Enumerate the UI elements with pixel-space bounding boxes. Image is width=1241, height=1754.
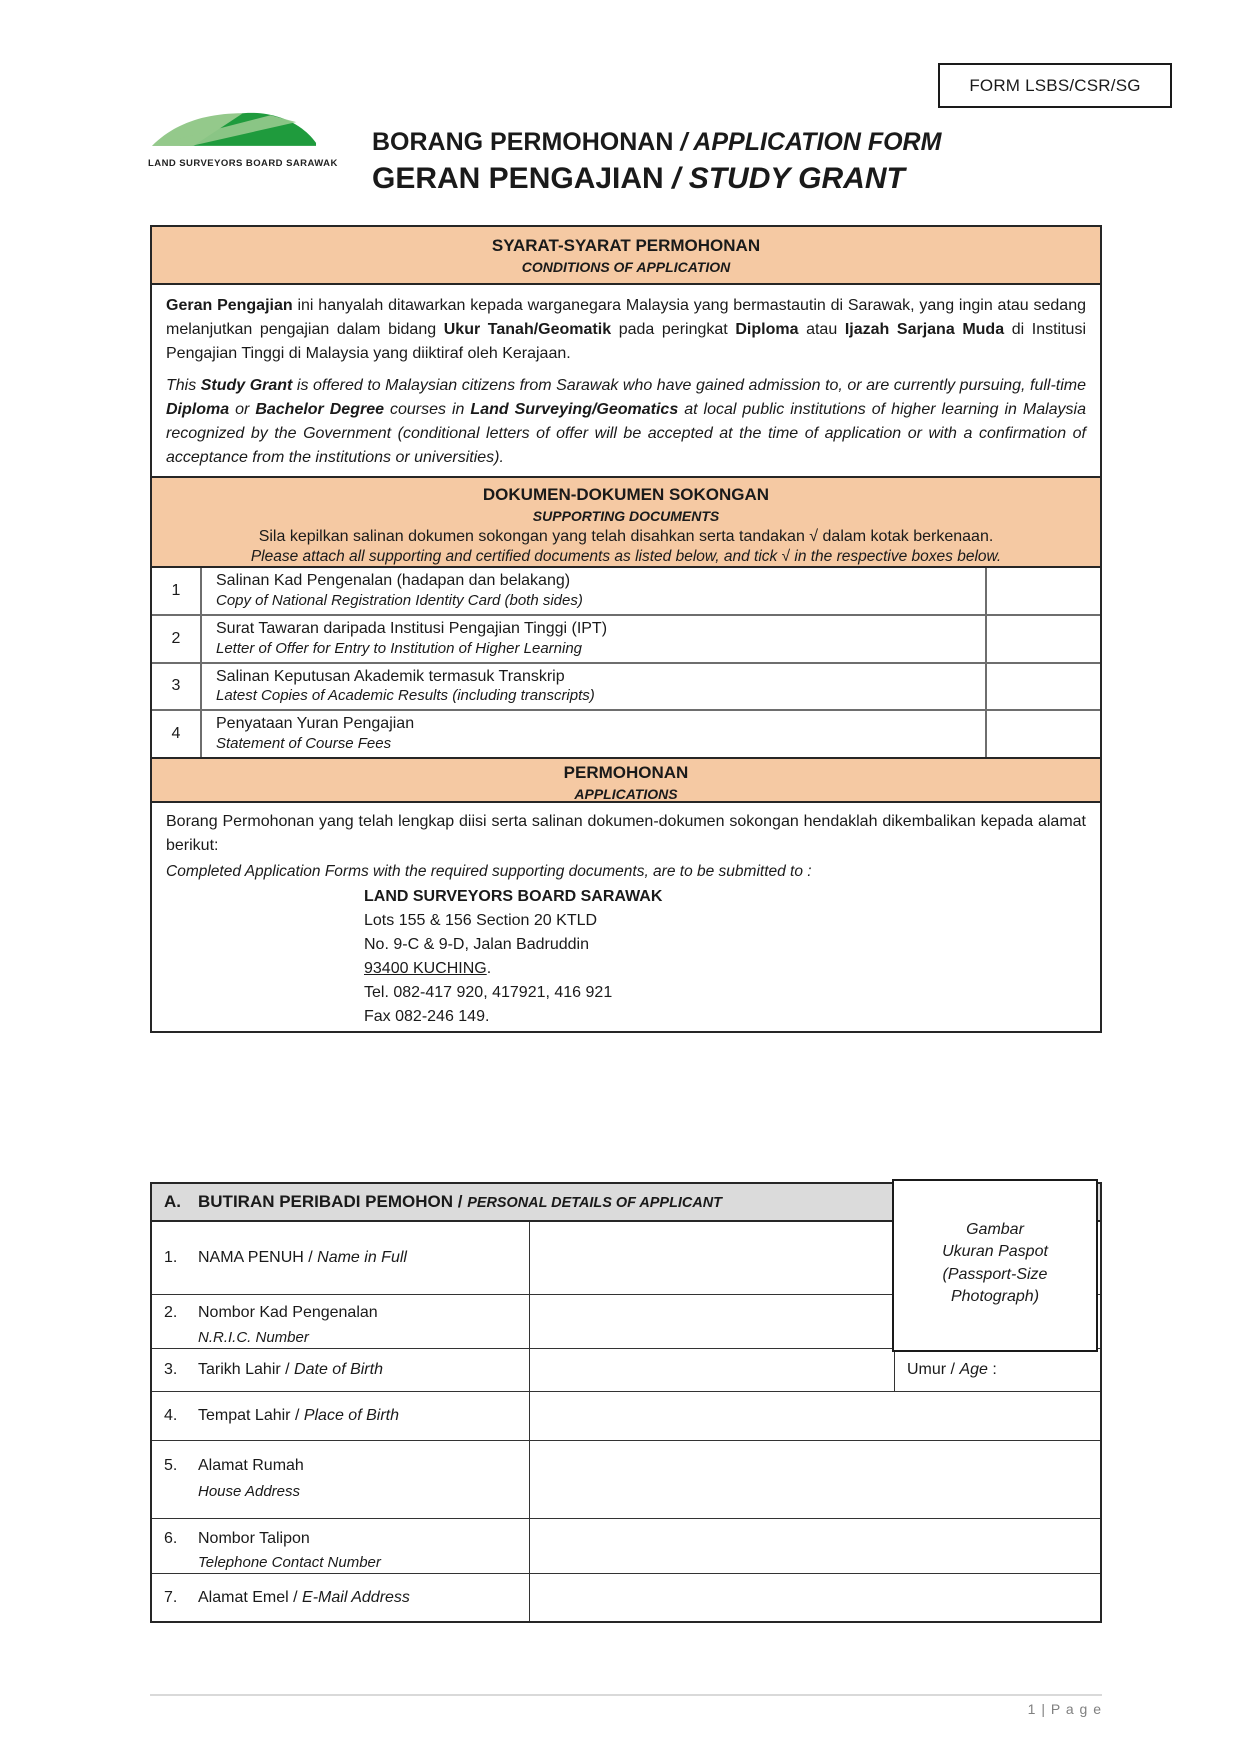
field-number: 2. (164, 1304, 178, 1321)
field-label-text: NAMA PENUH / Name in Full (198, 1249, 407, 1267)
documents-checklist (150, 566, 1102, 759)
document-title-en: Copy of National Registration Identity Card (both sides) (216, 591, 583, 609)
field-label-line2: House Address (198, 1482, 300, 1500)
form-title-line2: GERAN PENGAJIAN / STUDY GRANT (372, 161, 905, 195)
age-label: Umur / Age : (907, 1361, 997, 1378)
field-label-line1: Alamat Rumah (198, 1457, 304, 1474)
field-label-text (198, 1301, 378, 1351)
address-line-1: Lots 155 & 156 Section 20 KTLD (364, 911, 598, 929)
telephone-number-input-cell[interactable] (530, 1519, 1100, 1573)
document-title-en: Latest Copies of Academic Results (including transcripts) (216, 687, 595, 705)
field-number: 4. (164, 1407, 178, 1425)
document-row (152, 709, 1100, 757)
address-line-2: No. 9-C & 9-D, Jalan Badruddin (364, 935, 589, 953)
document-row-description (202, 711, 985, 757)
passport-photo-box[interactable] (892, 1179, 1098, 1352)
document-title-en: Statement of Course Fees (216, 734, 392, 752)
document-3-tick-box[interactable] (985, 664, 1100, 710)
nric-number-input-cell[interactable] (530, 1295, 895, 1348)
photo-box-line: Ukuran Paspot (942, 1243, 1048, 1261)
document-title-en: Letter of Offer for Entry to Institution of Higher Learning (216, 639, 583, 657)
document-1-tick-box[interactable] (985, 568, 1100, 614)
field-number: 7. (164, 1588, 178, 1606)
applications-title-my: PERMOHONAN (563, 762, 689, 782)
submission-address (364, 885, 1086, 1029)
form-body (150, 225, 1102, 1033)
address-fax: Fax 082-246 149. (364, 1007, 490, 1025)
document-4-tick-box[interactable] (985, 711, 1100, 757)
conditions-title-my: SYARAT-SYARAT PERMOHONAN (491, 236, 761, 255)
address-city: 93400 KUCHING. (364, 959, 492, 977)
document-title-my: Salinan Kad Pengenalan (hadapan dan belakang) (216, 572, 571, 589)
field-label (152, 1295, 530, 1348)
photo-box-line: Photograph) (950, 1288, 1040, 1306)
field-label (152, 1574, 530, 1621)
section-a-title: BUTIRAN PERIBADI PEMOHON / PERSONAL DETAILS OF APPLICANT (198, 1192, 722, 1211)
lsbs-logo (148, 110, 338, 169)
documents-title-my: DOKUMEN-DOKUMEN SOKONGAN (482, 485, 770, 504)
photo-box-line: Gambar (966, 1221, 1024, 1238)
field-row-date-of-birth (152, 1348, 1100, 1391)
document-row-number: 2 (152, 616, 202, 662)
age-input-cell[interactable] (895, 1349, 1100, 1391)
field-label-text: Alamat Emel / E-Mail Address (198, 1588, 410, 1606)
document-title-my: Surat Tawaran daripada Institusi Pengajian Tinggi (IPT) (216, 620, 608, 637)
page-footer (150, 1694, 1102, 1717)
document-row-number: 3 (152, 664, 202, 710)
field-label (152, 1392, 530, 1440)
document-row (152, 568, 1100, 614)
documents-instruction-my: Sila kepilkan salinan dokumen sokongan yang telah disahkan serta tandakan √ dalam kotak berkenaan. (258, 527, 994, 545)
field-number: 6. (164, 1530, 178, 1547)
section-a-index: A. (164, 1192, 181, 1211)
conditions-body (150, 283, 1102, 478)
document-2-tick-box[interactable] (985, 616, 1100, 662)
document-row-description (202, 664, 985, 710)
address-telephone: Tel. 082-417 920, 417921, 416 921 (364, 983, 613, 1001)
document-row-description (202, 568, 985, 614)
document-row (152, 614, 1100, 662)
applications-body (150, 801, 1102, 1033)
field-label (152, 1441, 530, 1518)
documents-instruction-en: Please attach all supporting and certified documents as listed below, and tick √ in the respective boxes below. (250, 548, 1002, 566)
applications-paragraph-english: Completed Application Forms with the required supporting documents, are to be submitted to : (166, 862, 812, 880)
place-of-birth-input-cell[interactable] (530, 1392, 1100, 1440)
section-a-personal-details (150, 1182, 1102, 1623)
field-label-text (198, 1527, 381, 1575)
field-number: 5. (164, 1457, 178, 1474)
document-title-my: Salinan Keputusan Akademik termasuk Transkrip (216, 667, 565, 685)
address-org-name: LAND SURVEYORS BOARD SARAWAK (364, 887, 663, 905)
field-row-house-address (152, 1440, 1100, 1518)
document-row-number: 1 (152, 568, 202, 614)
documents-section-header (150, 476, 1102, 568)
field-label (152, 1349, 530, 1391)
conditions-title-en: CONDITIONS OF APPLICATION (521, 258, 731, 275)
conditions-section-header (150, 225, 1102, 285)
form-code-box (938, 63, 1172, 108)
footer-divider (150, 1694, 1102, 1696)
field-label-text: Tempat Lahir / Place of Birth (198, 1407, 399, 1425)
form-title (372, 126, 941, 197)
photo-box-line: (Passport-Size (942, 1265, 1048, 1283)
field-label-line2: Telephone Contact Number (198, 1554, 381, 1571)
field-row-place-of-birth (152, 1391, 1100, 1440)
conditions-paragraph-english: This Study Grant is offered to Malaysian citizens from Sarawak who have gained admission to, or are currently pursuing, full-time Diploma or Bachelor Degree courses in Land Surveying/Geomatics at local public institutions of higher learning in Malaysia recognized by the Government (conditional letters of offer will be accepted at the time of application or with a confirmation of acceptance from the institutions or universities). (166, 377, 1087, 466)
field-label-text (198, 1453, 304, 1504)
form-code-label: FORM LSBS/CSR/SG (969, 75, 1141, 95)
field-number: 3. (164, 1361, 178, 1379)
field-label (152, 1519, 530, 1573)
field-label (152, 1222, 530, 1294)
field-row-email-address (152, 1573, 1100, 1621)
document-row-description (202, 616, 985, 662)
page-number: 1 | P a g e (1027, 1701, 1102, 1717)
document-row-number: 4 (152, 711, 202, 757)
document-title-my: Penyataan Yuran Pengajian (216, 715, 415, 733)
document-row (152, 662, 1100, 710)
date-of-birth-input-cell[interactable] (530, 1349, 895, 1391)
lsbs-logo-caption: LAND SURVEYORS BOARD SARAWAK (148, 158, 338, 169)
form-title-line1: BORANG PERMOHONAN / APPLICATION FORM (372, 128, 942, 156)
house-address-input-cell[interactable] (530, 1441, 1100, 1518)
field-row-telephone-number (152, 1518, 1100, 1573)
field-label-text: Tarikh Lahir / Date of Birth (198, 1361, 383, 1379)
email-address-input-cell[interactable] (530, 1574, 1100, 1621)
field-number: 1. (164, 1249, 178, 1267)
name-in-full-input-cell[interactable] (530, 1222, 895, 1294)
documents-title-en: SUPPORTING DOCUMENTS (532, 507, 720, 524)
lsbs-logo-graphic (150, 110, 318, 152)
applications-title-en: APPLICATIONS (574, 785, 678, 802)
field-label-line1: Nombor Kad Pengenalan (198, 1304, 378, 1321)
field-label-line2: N.R.I.C. Number (198, 1328, 309, 1346)
conditions-paragraph-malay: Geran Pengajian ini hanyalah ditawarkan kepada warganegara Malaysia yang bermastautin di Sarawak, yang ingin atau sedang melanjutkan pengajian dalam bidang Ukur Tanah/Geomatik pada peringkat Diploma atau Ijazah Sarjana Muda di Institusi Pengajian Tinggi di Malaysia yang diiktiraf oleh Kerajaan. (166, 297, 1087, 362)
field-label-line1: Nombor Talipon (198, 1530, 310, 1547)
applications-paragraph-malay: Borang Permohonan yang telah lengkap diisi serta salinan dokumen-dokumen sokongan hendaklah dikembalikan kepada alamat berikut: (166, 812, 1086, 854)
applications-section-header (150, 757, 1102, 803)
